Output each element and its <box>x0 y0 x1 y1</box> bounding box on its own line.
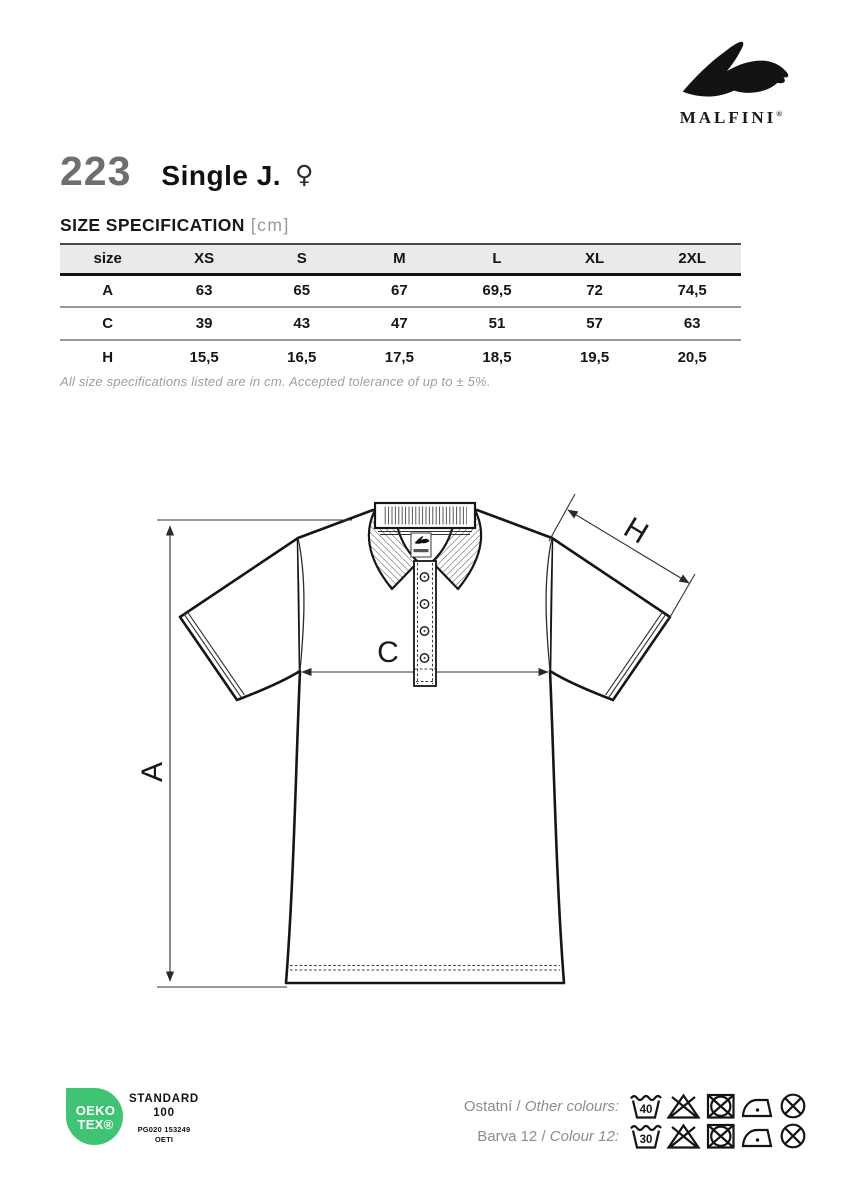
label-native: Barva 12 / <box>477 1127 546 1145</box>
col-s: S <box>296 250 307 268</box>
oeko-tex-badge <box>66 1088 123 1145</box>
cell: 57 <box>586 315 603 332</box>
right-sleeve <box>550 538 670 700</box>
cell: 63 <box>195 282 213 300</box>
cell: 47 <box>391 315 408 332</box>
brand-name: MALFINI <box>679 108 777 127</box>
care-row-colour-12 <box>477 1122 810 1150</box>
dimension-c-label: C <box>377 636 399 669</box>
col-xl: XL <box>584 250 605 268</box>
wash-30-icon <box>628 1121 664 1151</box>
wash-40-icon <box>628 1091 664 1121</box>
female-gender-icon: ♀ <box>295 160 314 189</box>
neck-label <box>411 533 431 557</box>
dimension-h-label: H <box>618 511 654 551</box>
cell: 51 <box>488 315 506 332</box>
do-not-dry-clean-icon <box>776 1091 810 1121</box>
dim-c: C <box>102 315 114 332</box>
cell: 16,5 <box>287 348 317 366</box>
cell: 72 <box>586 282 603 300</box>
product-code: 223 <box>60 148 132 194</box>
col-xs: XS <box>194 250 215 268</box>
certificate-code-block <box>126 1125 202 1145</box>
do-not-bleach-icon <box>666 1091 701 1121</box>
dim-a: A <box>102 282 114 300</box>
table-row-h <box>60 340 741 373</box>
iron-low-icon <box>740 1091 774 1121</box>
cell: 63 <box>683 315 701 332</box>
label-size-text <box>414 549 429 552</box>
oeko-line1: OEKO <box>75 1103 116 1118</box>
standard-number: 100 <box>153 1107 175 1119</box>
cell: 17,5 <box>384 348 414 366</box>
unit-label: [cm] <box>250 215 290 235</box>
garment-technical-drawing <box>129 462 729 1022</box>
falcon-icon <box>667 34 795 106</box>
label-native: Ostatní / <box>463 1097 521 1115</box>
col-size: size <box>93 250 122 268</box>
size-specification-heading <box>60 215 290 236</box>
cell: 39 <box>195 315 213 332</box>
cell: 67 <box>391 282 408 300</box>
button-placket <box>414 561 436 686</box>
cell: 65 <box>293 282 311 300</box>
certification-text <box>126 1092 202 1145</box>
care-row-label <box>464 1098 619 1115</box>
size-table <box>60 243 741 373</box>
brand-wordmark <box>660 108 802 128</box>
care-row-label <box>477 1128 619 1145</box>
do-not-bleach-icon <box>666 1121 701 1151</box>
col-2xl: 2XL <box>678 250 706 268</box>
product-title <box>60 148 313 195</box>
table-row-a <box>60 274 741 307</box>
oeko-line2: TEX® <box>77 1117 114 1132</box>
product-name: Single J. <box>161 160 282 191</box>
cell: 19,5 <box>579 348 610 366</box>
svg-text:40: 40 <box>639 1104 653 1116</box>
label-english: Colour 12: <box>549 1127 619 1145</box>
care-row-other-colours <box>464 1092 810 1120</box>
left-sleeve <box>180 538 300 700</box>
dim-h: H <box>102 348 114 366</box>
heading-text: SIZE SPECIFICATION <box>60 215 245 235</box>
do-not-dry-clean-icon <box>776 1121 810 1151</box>
standard-word: STANDARD <box>128 1093 200 1105</box>
care-instructions <box>464 1092 810 1150</box>
tolerance-note: All size specifications listed are in cm. Accepted tolerance of up to ± 5%. <box>60 374 491 389</box>
do-not-tumble-dry-icon <box>703 1121 738 1151</box>
dimension-a-label: A <box>136 761 169 783</box>
size-table-header-row <box>60 244 741 274</box>
registered-mark: ® <box>776 109 783 119</box>
brand-logo <box>660 34 802 128</box>
cell: 15,5 <box>189 348 219 366</box>
iron-low-icon <box>740 1121 774 1151</box>
cell: 69,5 <box>482 282 512 300</box>
do-not-tumble-dry-icon <box>703 1091 738 1121</box>
svg-text:30: 30 <box>639 1134 653 1146</box>
table-row-c <box>60 307 741 340</box>
certificate-institute: OETI <box>154 1135 174 1144</box>
col-l: L <box>492 250 502 268</box>
cell: 74,5 <box>677 282 707 300</box>
cell: 18,5 <box>482 348 512 366</box>
cell: 43 <box>293 315 311 332</box>
col-m: M <box>393 250 406 268</box>
certificate-code: PG020 153249 <box>137 1125 191 1134</box>
cell: 20,5 <box>677 348 707 366</box>
label-english: Other colours: <box>524 1097 619 1115</box>
